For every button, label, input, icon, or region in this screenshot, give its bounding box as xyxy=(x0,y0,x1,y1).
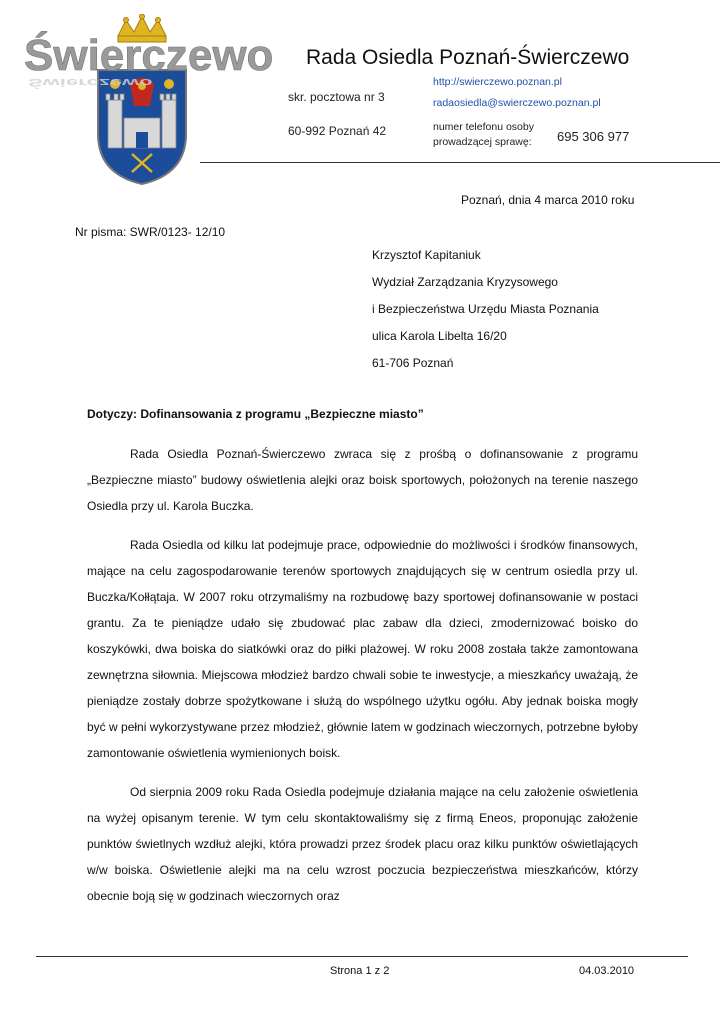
recipient-line: Krzysztof Kapitaniuk xyxy=(372,248,481,262)
coat-of-arms-icon xyxy=(20,14,282,190)
organization-title: Rada Osiedla Poznań-Świerczewo xyxy=(306,46,630,69)
email-link[interactable]: radaosiedla@swierczewo.poznan.pl xyxy=(433,97,601,109)
reference-number: Nr pisma: SWR/0123- 12/10 xyxy=(75,225,226,239)
phone-label xyxy=(433,120,534,150)
website-link[interactable]: http://swierczewo.poznan.pl xyxy=(433,76,562,88)
po-box: skr. pocztowa nr 3 xyxy=(288,90,385,104)
recipient-line: ulica Karola Libelta 16/20 xyxy=(372,329,507,343)
recipient-line: i Bezpieczeństwa Urzędu Miasta Poznania xyxy=(372,302,599,316)
header-divider xyxy=(200,162,720,163)
page-number: Strona 1 z 2 xyxy=(330,965,390,977)
footer-divider xyxy=(36,956,688,957)
phone-label-line: numer telefonu osoby xyxy=(433,121,534,133)
paragraph: Od sierpnia 2009 roku Rada Osiedla podejmuje działania mające na celu założenie oświetlenia na wyżej opisanym terenie. W tym celu skontaktowaliśmy się z firmą Eneos, proponując założenie punktów świetlnych wzdłuż alejki, która prowadzi przez środek placu oraz kilku punktów oświetlających w/w boiska. Oświetlenie alejki ma na celu wzrost poczucia bezpieczeństwa mieszkańców, którzy obecnie boją się w godzinach wieczornych oraz xyxy=(87,785,638,903)
postal-address: 60-992 Poznań 42 xyxy=(288,124,387,138)
logo xyxy=(20,14,282,190)
recipient-address xyxy=(372,242,599,377)
letter-date: Poznań, dnia 4 marca 2010 roku xyxy=(461,193,635,207)
svg-text:Świerczewo: Świerczewo xyxy=(24,31,274,80)
letter-body xyxy=(87,441,638,909)
paragraph: Rada Osiedla Poznań-Świerczewo zwraca się z prośbą o dofinansowanie z programu „Bezpieczne miasto” budowy oświetlenia alejki oraz boisk sportowych, położonych na terenie naszego Osiedla przy ul. Karola Buczka. xyxy=(87,447,638,513)
paragraph: Rada Osiedla od kilku lat podejmuje prace, odpowiednie do możliwości i środków finansowych, mające na celu zagospodarowanie terenów sportowych znajdujących się w centrum osiedla przy ul. Buczka/Kołłątaja. W 2007 roku otrzymaliśmy na rozbudowę bazy sportowej dofinansowanie w postaci grantu. Za te pieniądze udało się zbudować plac zabaw dla dzieci, zmodernizować boisko do koszykówki, dwa boiska do siatkówki oraz do piłki plażowej. W roku 2008 została także zamontowana zewnętrzna siłownia. Miejscowa młodzież bardzo chwali sobie te inwestycje, a mieszkańcy uważają, że pieniądze zostały dobrze spożytkowane i służą do wspólnego użytku ogółu. Aby jednak boiska mogły być w pełni wykorzystywane przez młodzież, głównie latem w godzinach wieczornych, potrzebne byłoby zamontowanie oświetlenia wymienionych boisk. xyxy=(87,538,638,760)
phone-number: 695 306 977 xyxy=(557,129,630,144)
recipient-line: Wydział Zarządzania Kryzysowego xyxy=(372,275,558,289)
subject-line: Dotyczy: Dofinansowania z programu „Bezpieczne miasto” xyxy=(87,407,424,421)
footer-date: 04.03.2010 xyxy=(579,965,635,977)
phone-label-line: prowadzącej sprawę: xyxy=(433,136,532,148)
recipient-line: 61-706 Poznań xyxy=(372,356,454,370)
svg-text:Świerczewo: Świerczewo xyxy=(28,76,153,90)
